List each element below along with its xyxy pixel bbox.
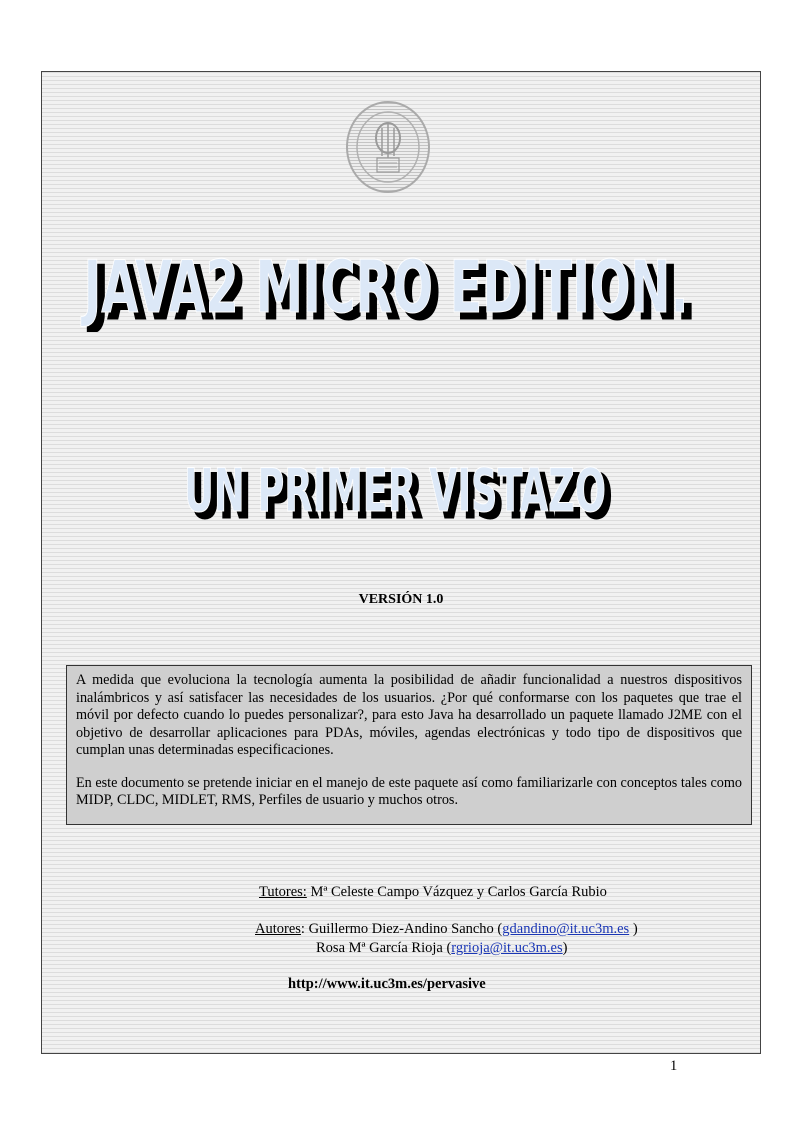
subtitle-wordart (172, 437, 622, 532)
author2-close: ) (562, 940, 568, 956)
author-line-2 (255, 939, 638, 958)
main-title-shadow: JAVA2 MICRO EDITION. (87, 251, 696, 332)
author2-email-link[interactable]: rgrioja@it.uc3m.es (451, 940, 563, 956)
main-title-wordart (68, 222, 708, 332)
website-url[interactable]: http://www.it.uc3m.es/pervasive (288, 976, 486, 992)
version-label: VERSIÓN 1.0 (358, 592, 444, 607)
author1-name: : Guillermo Diez-Andino Sancho ( (300, 921, 503, 937)
page-number: 1 (670, 1058, 678, 1074)
main-title: JAVA2 MICRO EDITION. (80, 245, 689, 329)
cover-frame (41, 71, 761, 1054)
abstract-box (66, 665, 752, 825)
author-line-1 (255, 920, 638, 939)
university-seal-icon (345, 100, 431, 194)
abstract-paragraph-2: En este documento se pretende iniciar en el manejo de este paquete así como familiarizarle con conceptos tales como MIDP, CLDC, MIDLET, RMS, Perfiles de usuario y muchos otros. (76, 774, 742, 808)
subtitle-shadow: UN PRIMER VISTAZO (190, 462, 612, 532)
authors-block (255, 920, 638, 958)
tutors-label: Tutores: (259, 884, 307, 900)
tutors-names: Mª Celeste Campo Vázquez y Carlos García Rubio (306, 884, 607, 900)
subtitle: UN PRIMER VISTAZO (184, 456, 606, 526)
author1-email-link[interactable]: gdandino@it.uc3m.es (502, 921, 630, 937)
tutors-line (259, 884, 607, 901)
author2-name: Rosa Mª García Rioja ( (316, 940, 452, 956)
author1-close: ) (629, 921, 638, 937)
authors-label: Autores (255, 921, 301, 937)
abstract-paragraph-1: A medida que evoluciona la tecnología aumenta la posibilidad de añadir funcionalidad a nuestros dispositivos inalámbricos y así satisfacer las necesidades de los usuarios. ¿Por qué conformarse con los paquetes que trae el móvil por defecto cuando lo puedes personalizar?, para esto Java ha desarrollado un paquete llamado J2ME con el objetivo de desarrollar aplicaciones para PDAs, móviles, agendas electrónicas y todo tipo de dispositivos que cumplan unas determinadas especificaciones. (76, 672, 742, 758)
